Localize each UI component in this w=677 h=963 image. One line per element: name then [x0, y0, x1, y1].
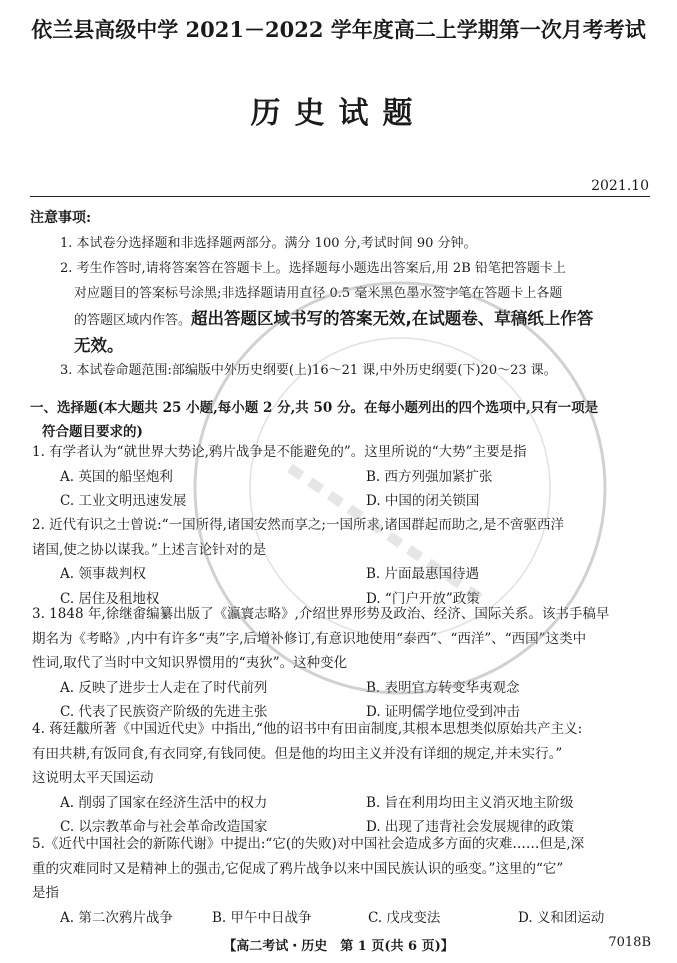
option-a[interactable]: A. 领事裁判权 [60, 566, 146, 582]
notes-item-2-line-1: 2. 考生作答时,请将答案答在答题卡上。选择题每小题选出答案后,用 2B 铅笔把答题卡上 [60, 261, 566, 276]
section-heading-line-2: 符合题目要求的) [42, 424, 143, 440]
option-b[interactable]: B. 西方列强加紧扩张 [366, 468, 493, 485]
option-a[interactable]: A. 反映了进步士人走在了时代前列 [60, 679, 268, 696]
notes-item-2-line-2: 对应题目的答案标号涂黑;非选择题请用直径 0.5 毫米黑色墨水签字笔在答题卡上各题 [74, 286, 563, 301]
exam-title: 依兰县高级中学 2021－2022 学年度高二上学期第一次月考考试 [31, 17, 646, 42]
option-row [32, 791, 660, 816]
paper-code: 7018B [608, 935, 651, 950]
question-2 [32, 513, 660, 611]
notes-item-1: 1. 本试卷分选择题和非选择题两部分。满分 100 分,考试时间 90 分钟。 [60, 236, 477, 251]
question-stem-line: 1. 有学者认为“就世界大势论,鸦片战争是不能避免的”。这里所说的“大势”主要是指 [32, 444, 527, 460]
option-a[interactable]: A. 第二次鸦片战争 [60, 909, 173, 926]
option-d[interactable]: D. 义和团运动 [518, 909, 605, 926]
option-row [32, 465, 660, 490]
option-c[interactable]: C. 代表了民族资产阶级的先进主张 [60, 704, 268, 720]
notes-block [30, 206, 660, 383]
option-b[interactable]: B. 甲午中日战争 [212, 909, 312, 926]
header-divider [30, 196, 650, 197]
question-stem-line: 5.《近代中国社会的新陈代谢》中提出:“它(的失败)对中国社会造成多方面的灾难……但是,深 [32, 836, 585, 852]
option-a[interactable]: A. 削弱了国家在经济生活中的权力 [60, 794, 268, 811]
option-d[interactable]: D. 证明儒学地位受到冲击 [366, 704, 520, 720]
notes-item-2-line-3 [30, 306, 660, 333]
question-stem-line: 性词,取代了当时中文知识界惯用的“夷狄”。这种变化 [32, 655, 348, 671]
exam-date: 2021.10 [591, 178, 649, 194]
section-heading-line-1: 一、选择题(本大题共 25 小题,每小题 2 分,共 50 分。在每小题列出的四个选项中,只有一项是 [30, 400, 599, 416]
section-heading [30, 396, 658, 444]
option-a[interactable]: A. 英国的船坚炮利 [60, 468, 173, 485]
question-stem-line: 4. 蒋廷黻所著《中国近代史》中指出,“他的诏书中有田亩制度,其根本思想类似原始共产主义: [32, 721, 583, 737]
question-5 [32, 832, 660, 930]
question-1 [32, 440, 660, 514]
question-stem-line: 2. 近代有识之士曾说:“一国所得,诸国安然而享之;一国所求,诸国群起而助之,是不啻驱西洋 [32, 517, 565, 533]
option-row [32, 906, 660, 931]
notes-item-2-line-4: 无效。 [74, 336, 124, 355]
option-d[interactable]: D. 出现了违背社会发展规律的政策 [366, 819, 574, 835]
question-3 [32, 602, 660, 725]
option-d[interactable]: D. 中国的闭关锁国 [366, 493, 480, 509]
question-stem-line: 重的灾难同时又是精神上的强击,它促成了鸦片战争以来中国民族认识的亟变。”这里的“它” [32, 860, 564, 877]
option-c[interactable]: C. 居住及租地权 [60, 590, 160, 607]
option-d[interactable]: D. “门户开放”政策 [366, 590, 480, 607]
question-stem-line: 3. 1848 年,徐继畬编纂出版了《瀛寰志略》,介绍世界形势及政治、经济、国际关系。该书手稿早 [32, 606, 610, 622]
option-c[interactable]: C. 戊戌变法 [368, 909, 441, 926]
option-row [32, 676, 660, 701]
question-stem-line: 有田共耕,有饭同食,有衣同穿,有钱同使。但是他的均田主义并没有详细的规定,并未实行。” [32, 745, 563, 762]
question-stem-line: 这说明太平天国运动 [32, 770, 154, 786]
question-stem-line: 期名为《考略》,内中有许多“夷”字,后增补修订,有意识地使用“泰西”、“西洋”、“西国”这类中 [32, 630, 587, 647]
notes-item-2-line-3a: 的答题区域内作答。 [74, 313, 192, 328]
page-footer: 【高二考试・历史 第 1 页(共 6 页)】 [223, 939, 454, 954]
option-b[interactable]: B. 片面最惠国待遇 [366, 566, 480, 582]
subject-title: 历史试题 [250, 96, 427, 131]
option-c[interactable]: C. 以宗教革命与社会革命改造国家 [60, 819, 268, 835]
option-b[interactable]: B. 旨在利用均田主义消灭地主阶级 [366, 794, 574, 811]
option-row [32, 562, 660, 587]
question-stem-line: 是指 [32, 885, 59, 901]
option-b[interactable]: B. 表明官方转变华夷观念 [366, 679, 520, 696]
option-row [32, 489, 660, 514]
notes-item-2-emphasis: 超出答题区域书写的答案无效,在试题卷、草稿纸上作答 [191, 309, 594, 328]
notes-item-3: 3. 本试卷命题范围:部编版中外历史纲要(上)16～21 课,中外历史纲要(下)20～23 课。 [60, 363, 557, 378]
option-c[interactable]: C. 工业文明迅速发展 [60, 493, 187, 509]
question-stem-line: 诸国,使之协以谋我。”上述言论针对的是 [32, 541, 266, 558]
question-4 [32, 717, 660, 840]
notes-title: 注意事项: [30, 210, 92, 226]
